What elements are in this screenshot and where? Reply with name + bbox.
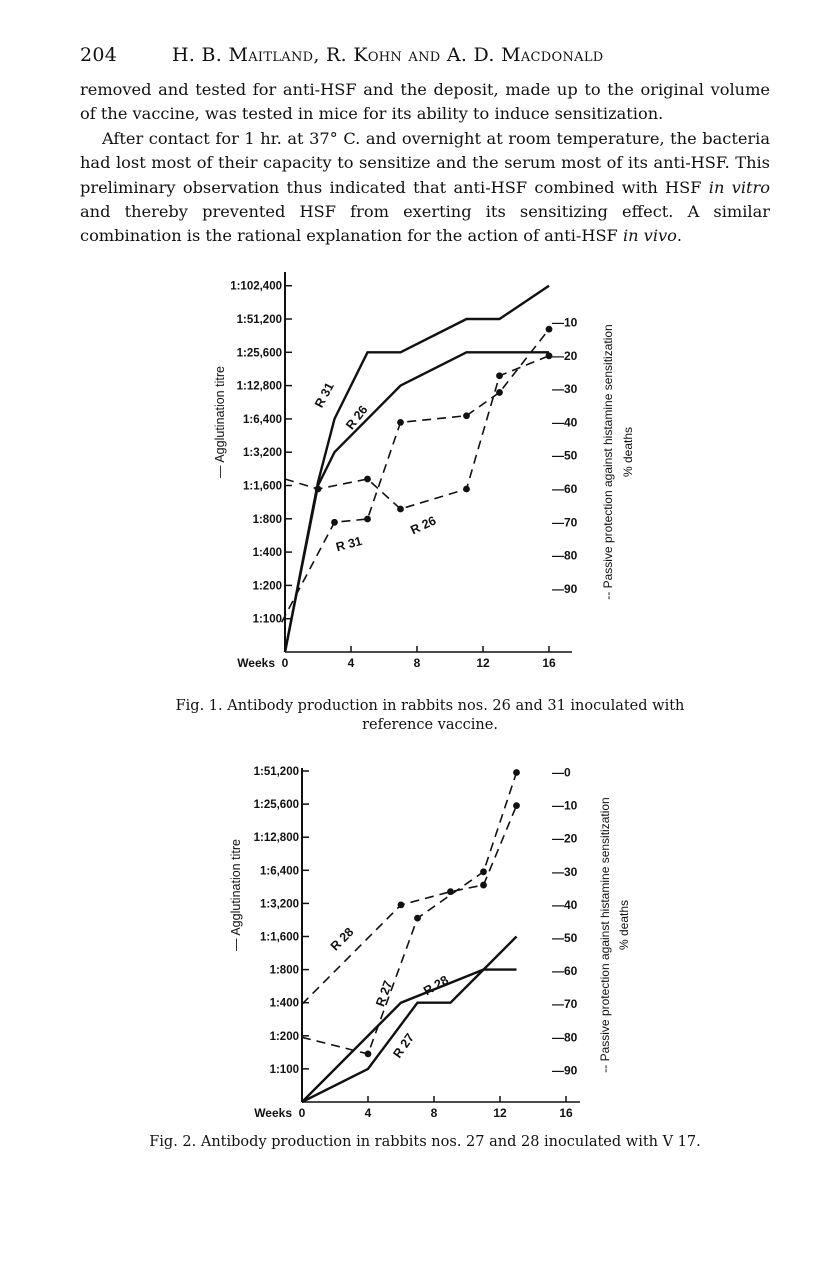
data-point	[463, 412, 470, 419]
series-annotation: R 26	[408, 513, 439, 538]
left-tick-label: 1:800	[269, 964, 299, 977]
x-tick-label: 0	[281, 656, 289, 670]
figure-1-caption: Fig. 1. Antibody production in rabbits nos. 26 and 31 inoculated with reference vaccine.	[175, 698, 685, 733]
left-tick-label: 1:102,400	[230, 280, 282, 293]
left-tick-label: 1:12,800	[236, 380, 282, 393]
x-tick-label: 4	[364, 1106, 372, 1120]
right-tick-label: —60	[552, 964, 578, 979]
series-line-r28-dashed	[302, 806, 517, 1005]
data-point	[365, 1050, 372, 1057]
right-tick-label: —10	[552, 315, 578, 330]
page-number: 204	[80, 44, 118, 66]
figure-2	[210, 752, 650, 1132]
series-annotation: R 31	[334, 533, 364, 555]
data-point	[398, 902, 405, 909]
running-title: H. B. Maitland, R. Kohn and A. D. Macdonald	[172, 44, 604, 66]
series-line-r31-solid	[285, 286, 549, 652]
series-line-r26-dashed	[285, 356, 549, 509]
left-tick-label: 1:1,600	[259, 931, 299, 944]
data-point	[397, 506, 404, 513]
left-tick-label: 1:6,400	[259, 865, 299, 878]
left-tick-label: 1:51,200	[253, 766, 299, 778]
y-axis-left-title: — Agglutination titre	[229, 839, 243, 951]
figure-2-caption: Fig. 2. Antibody production in rabbits nos. 27 and 28 inoculated with V 17.	[149, 1134, 701, 1150]
series-line-r27-solid	[302, 937, 517, 1103]
x-tick-label: 8	[413, 656, 421, 670]
figure-2-chart	[210, 752, 650, 1132]
left-tick-label: 1:12,800	[253, 832, 299, 845]
right-tick-label: —20	[552, 348, 578, 363]
data-point	[546, 326, 553, 333]
data-point	[513, 769, 520, 776]
left-tick-label: 1:25,600	[236, 347, 282, 360]
figure-1	[200, 262, 640, 682]
x-tick-label: 16	[559, 1106, 573, 1120]
figure-1-chart	[200, 262, 640, 682]
right-tick-label: —40	[552, 415, 578, 430]
left-tick-label: 1:400	[252, 547, 282, 560]
right-tick-label: —50	[552, 448, 578, 463]
series-annotation: R 27	[373, 978, 396, 1009]
paragraph-2: After contact for 1 hr. at 37° C. and overnight at room temperature, the bacteria had lost most of their capacity to sensitize and the serum most of its anti-HSF. This preliminary observation thus indicated that anti-HSF combined with HSF in vitro and thereby prevented HSF from exerting its sensitizing effect. A similar combination is the rational explanation for the action of anti-HSF in vivo.	[80, 128, 770, 246]
left-tick-label: 1:400	[269, 997, 299, 1010]
left-tick-label: 1:200	[252, 580, 282, 593]
x-tick-label: 12	[476, 656, 490, 670]
data-point	[315, 486, 322, 493]
series-annotation: R 28	[421, 972, 451, 999]
right-tick-label: —90	[552, 1063, 578, 1078]
data-point	[513, 802, 520, 809]
x-tick-label: 4	[347, 656, 355, 670]
series-annotation: R 26	[343, 402, 371, 433]
right-tick-label: —80	[552, 548, 578, 563]
right-tick-label: —30	[552, 382, 578, 397]
left-tick-label: 1:25,600	[253, 799, 299, 812]
left-tick-label: 1:6,400	[242, 413, 282, 426]
paragraph-1: removed and tested for anti-HSF and the deposit, made up to the original volume of the vaccine, was tested in mice for its ability to induce sensitization.	[80, 80, 770, 124]
data-point	[414, 915, 421, 922]
data-point	[331, 519, 338, 526]
right-tick-label: —70	[552, 515, 578, 530]
y-axis-right-subtitle: % deaths	[617, 899, 631, 951]
series-annotation: R 27	[390, 1030, 418, 1061]
data-point	[496, 389, 503, 396]
right-tick-label: —0	[552, 765, 571, 780]
right-tick-label: —50	[552, 931, 578, 945]
y-axis-right-title: -- Passive protection against histamine sensitization	[601, 324, 615, 600]
left-tick-label: 1:100	[269, 1063, 299, 1076]
data-point	[480, 882, 487, 889]
page-header	[80, 44, 770, 66]
data-point	[463, 486, 470, 493]
right-tick-label: —10	[552, 798, 578, 813]
left-tick-label: 1:1,600	[242, 480, 282, 493]
series-line-r27-dashed	[302, 773, 517, 1054]
data-point	[480, 868, 487, 875]
x-tick-label: 12	[493, 1106, 507, 1120]
data-point	[364, 476, 371, 483]
y-axis-right-title: -- Passive protection against histamine sensitization	[598, 797, 612, 1073]
data-point	[546, 352, 553, 359]
right-tick-label: —90	[552, 581, 578, 596]
x-tick-label: 16	[542, 656, 556, 670]
right-tick-label: —20	[552, 831, 578, 846]
data-point	[397, 419, 404, 426]
right-tick-label: —30	[552, 864, 578, 879]
data-point	[364, 516, 371, 523]
series-annotation: R 31	[312, 380, 337, 411]
series-annotation: R 28	[327, 924, 357, 954]
right-tick-label: —40	[552, 897, 578, 912]
x-tick-label: 0	[298, 1106, 306, 1120]
body-text	[80, 78, 770, 249]
right-tick-label: —60	[552, 482, 578, 496]
left-tick-label: 1:200	[269, 1030, 299, 1043]
left-tick-label: 1:800	[252, 513, 282, 526]
left-tick-label: 1:3,200	[242, 447, 282, 460]
data-point	[496, 372, 503, 379]
x-axis-label: Weeks	[237, 656, 275, 670]
right-tick-label: —80	[552, 1030, 578, 1045]
x-tick-label: 8	[430, 1106, 438, 1120]
left-tick-label: 1:51,200	[236, 314, 282, 326]
right-tick-label: —70	[552, 997, 578, 1012]
y-axis-left-title: — Agglutination titre	[213, 366, 227, 478]
left-tick-label: 1:3,200	[259, 898, 299, 911]
y-axis-right-subtitle: % deaths	[621, 426, 635, 478]
x-axis-label: Weeks	[254, 1106, 292, 1120]
left-tick-label: 1:100	[252, 613, 282, 626]
